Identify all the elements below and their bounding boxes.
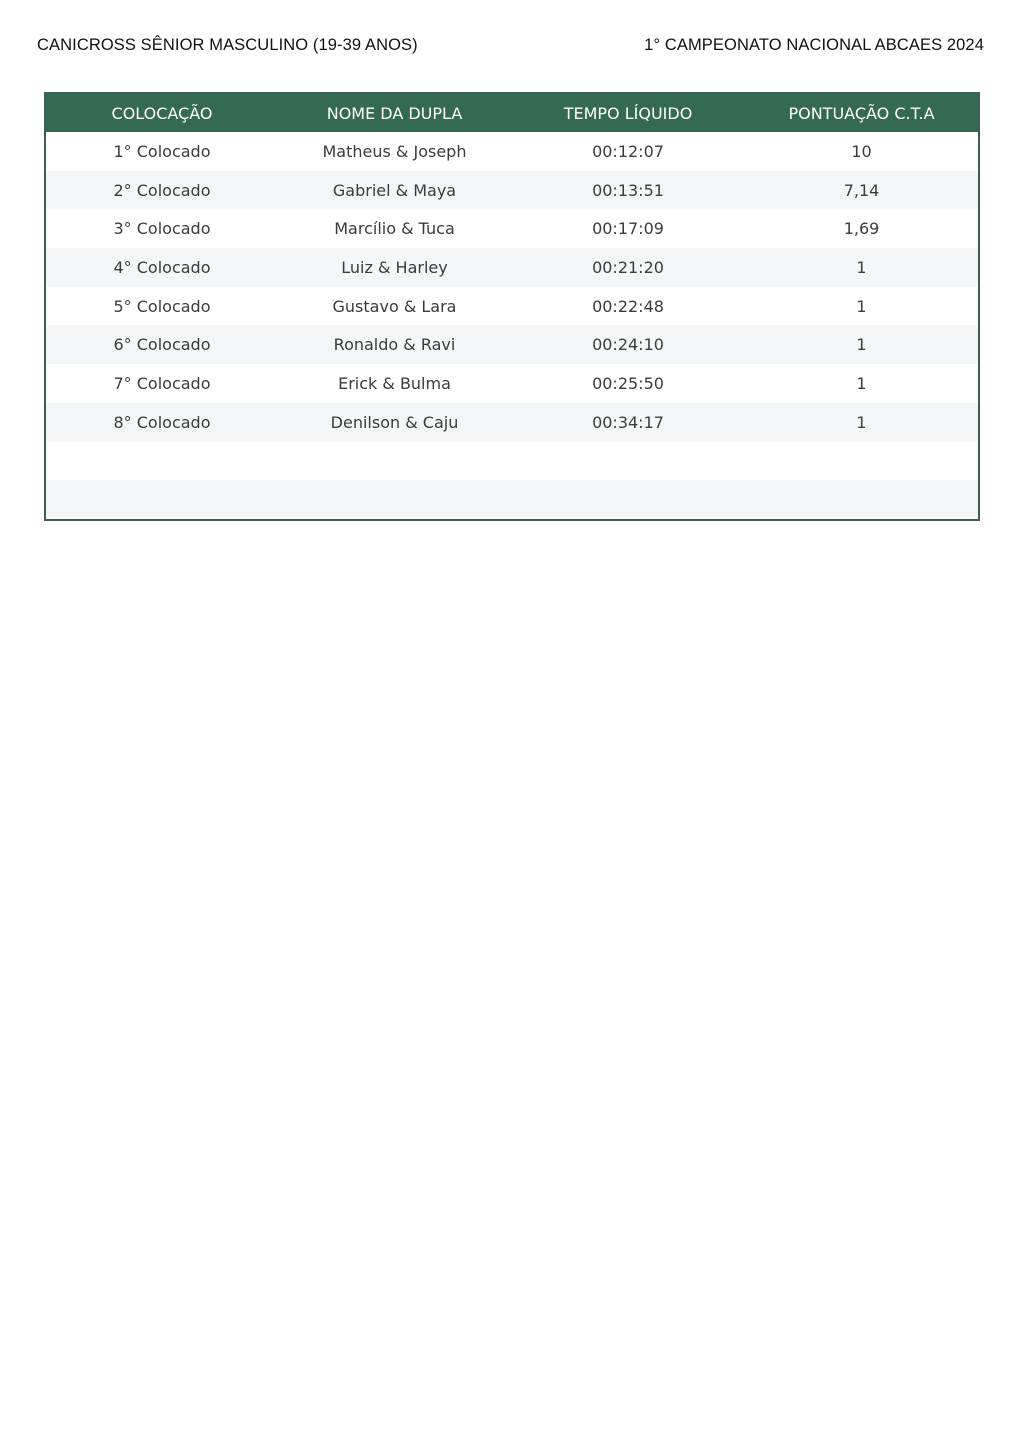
cell-score: [745, 442, 979, 481]
cell-team-name: Gabriel & Maya: [332, 180, 457, 200]
table-row: [45, 287, 979, 326]
column-header-nome-da-dupla: NOME DA DUPLA: [326, 103, 463, 123]
cell-team-name: Ronaldo & Ravi: [333, 335, 456, 355]
table-row: [45, 248, 979, 287]
cell-net-time: 00:21:20: [592, 257, 664, 277]
cell-net-time: 00:25:50: [592, 373, 664, 393]
cell-net-time: 00:22:48: [592, 296, 664, 316]
cell-net-time: 00:13:51: [592, 180, 664, 200]
table-row-empty: [45, 442, 979, 481]
results-table: [44, 92, 980, 521]
page-header: [37, 36, 984, 55]
cell-placement: 8° Colocado: [113, 412, 211, 432]
cell-score: 1: [856, 373, 867, 393]
cell-team-name: Luiz & Harley: [341, 257, 448, 277]
cell-team-name: Gustavo & Lara: [332, 296, 457, 316]
cell-placement: 4° Colocado: [113, 257, 211, 277]
table-header: [45, 93, 979, 132]
table-row: [45, 132, 979, 171]
header-row: [45, 93, 979, 132]
cell-net-time: 00:24:10: [592, 335, 664, 355]
cell-team-name: Marcílio & Tuca: [334, 219, 455, 239]
cell-placement: 1° Colocado: [113, 141, 211, 161]
cell-score: 1: [856, 257, 867, 277]
cell-team-name: Matheus & Joseph: [322, 141, 467, 161]
cell-placement: [45, 480, 278, 520]
column-header-colocacao: COLOCAÇÃO: [111, 103, 213, 123]
cell-team-name: Denilson & Caju: [330, 412, 459, 432]
cell-placement: 3° Colocado: [113, 219, 211, 239]
cell-score: 1,69: [843, 219, 880, 239]
cell-score: 10: [851, 141, 872, 161]
cell-score: 1: [856, 335, 867, 355]
table-row: [45, 325, 979, 364]
table-row: [45, 364, 979, 403]
column-header-tempo-liquido: TEMPO LÍQUIDO: [563, 103, 693, 123]
cell-team-name: Erick & Bulma: [338, 373, 451, 393]
cell-net-time: 00:34:17: [592, 412, 664, 432]
cell-team-name: [278, 442, 511, 481]
cell-net-time: [511, 442, 745, 481]
cell-placement: 6° Colocado: [113, 335, 211, 355]
cell-score: 1: [856, 412, 867, 432]
event-title: 1° CAMPEONATO NACIONAL ABCAES 2024: [644, 36, 984, 54]
table-body: [45, 132, 979, 520]
column-header-pontuacao: PONTUAÇÃO C.T.A: [788, 103, 935, 123]
cell-score: 1: [856, 296, 867, 316]
cell-score: [745, 480, 979, 520]
cell-placement: 7° Colocado: [113, 373, 211, 393]
cell-net-time: [511, 480, 745, 520]
table-row: [45, 171, 979, 210]
cell-placement: 2° Colocado: [113, 180, 211, 200]
table-row: [45, 403, 979, 442]
table-row: [45, 209, 979, 248]
cell-team-name: [278, 480, 511, 520]
cell-net-time: 00:17:09: [592, 219, 664, 239]
cell-net-time: 00:12:07: [592, 141, 664, 161]
category-title: CANICROSS SÊNIOR MASCULINO (19-39 ANOS): [37, 36, 418, 54]
table-row-empty: [45, 480, 979, 520]
cell-placement: [45, 442, 278, 481]
cell-placement: 5° Colocado: [113, 296, 211, 316]
cell-score: 7,14: [843, 180, 880, 200]
